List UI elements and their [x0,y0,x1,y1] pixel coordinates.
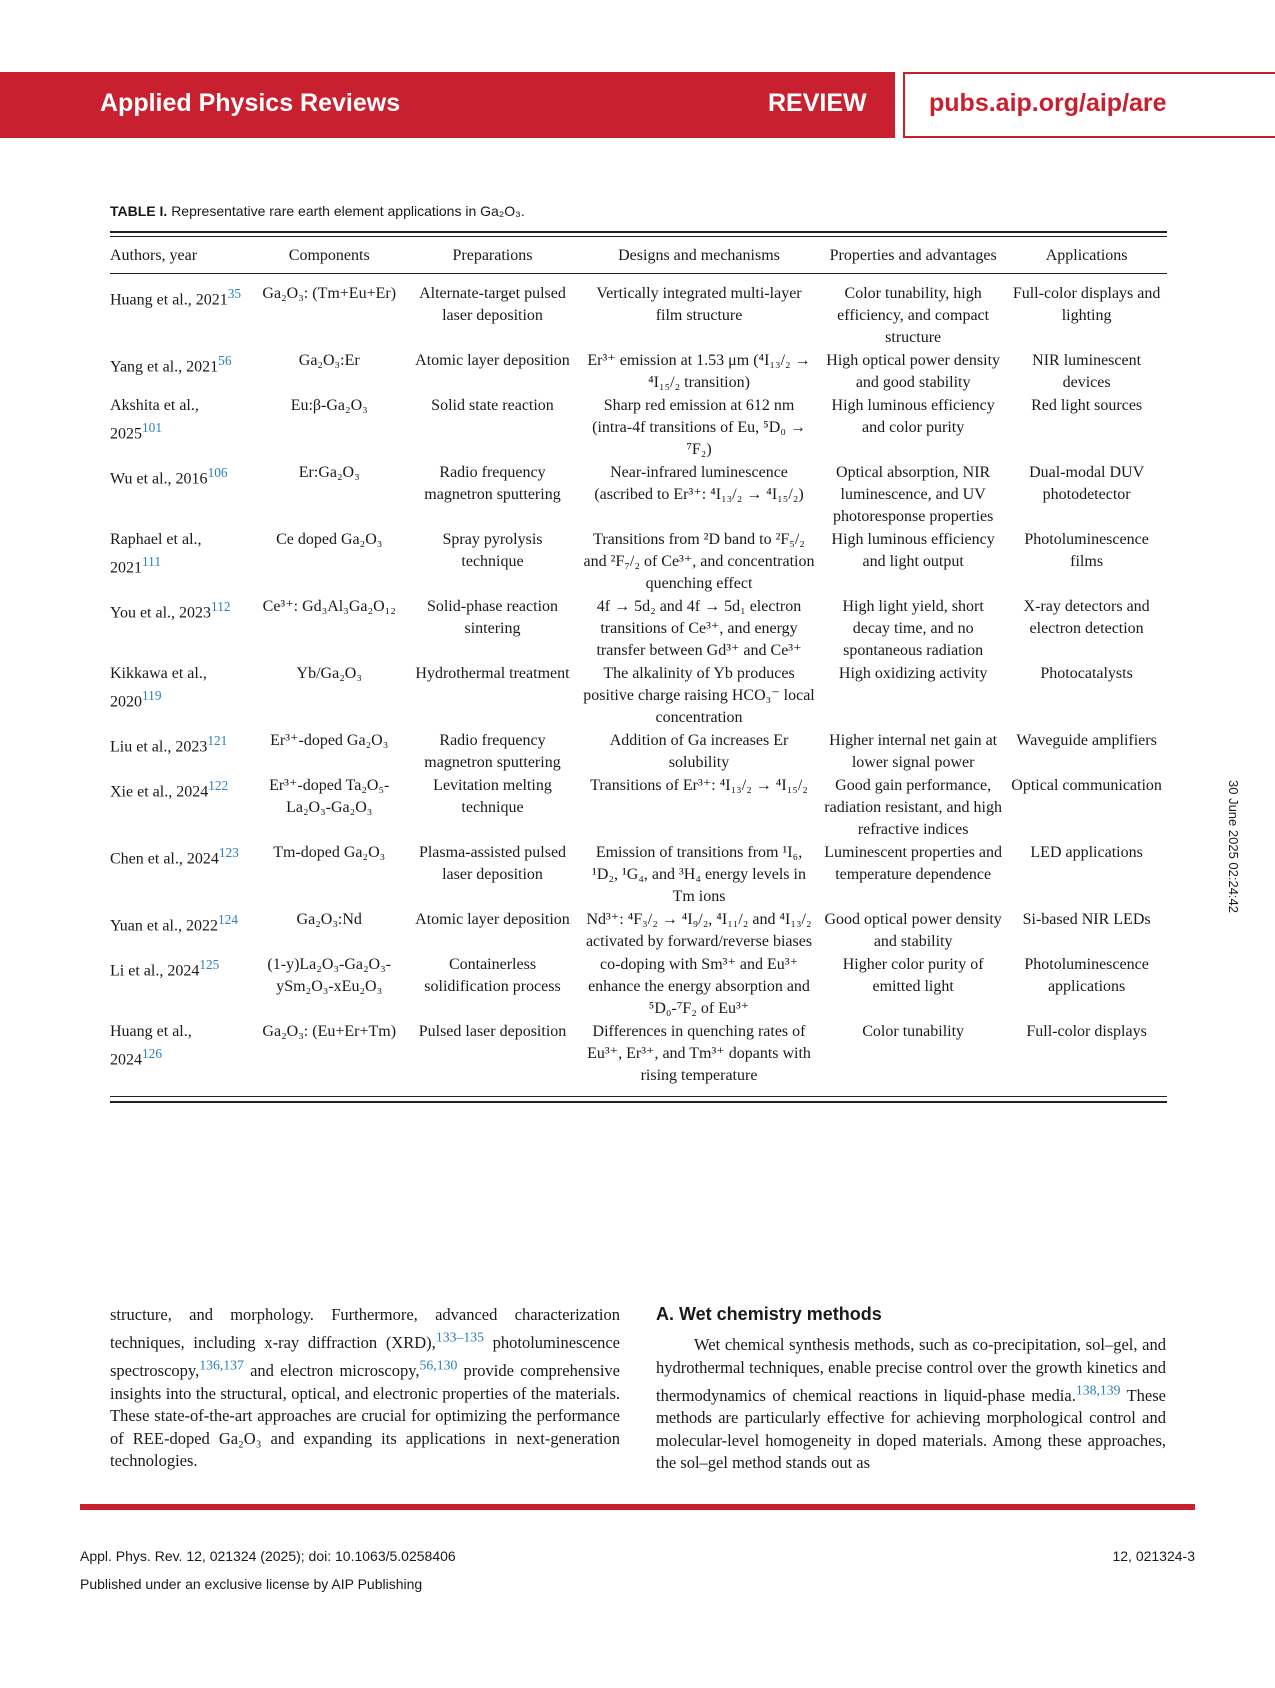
applications-cell [1006,1021,1167,1088]
properties-cell-text: Good optical power density and stability [824,911,1002,950]
author-cell [110,775,251,842]
reference-link[interactable]: 138,139 [1075,1382,1121,1397]
reference-link[interactable]: 121 [207,733,228,748]
journal-url-link[interactable]: pubs.aip.org/aip/are [929,89,1167,117]
reference-link[interactable]: 122 [208,778,229,793]
preparations-cell [407,842,578,909]
author-cell [110,730,251,775]
preparations-cell-text: Alternate-target pulsed laser deposition [419,285,566,324]
author-cell [110,596,251,663]
applications-cell [1006,775,1167,842]
properties-cell-text: Optical absorption, NIR luminescence, and UV photoresponse properties [832,464,994,525]
designs-cell-text: 4f → 5d₂ and 4f → 5d₁ electron transitions of Ce³⁺, and energy transfer between Gd³⁺ and Ce³⁺ [596,598,802,659]
author-cell-text: Kikkawa et al., 2020 [110,665,207,711]
applications-cell-text: Red light sources [1031,397,1143,414]
properties-cell-text: High luminous efficiency and light output [831,531,995,570]
preparations-cell-text: Atomic layer deposition [415,911,570,928]
reference-link[interactable]: 119 [142,688,162,703]
header-url-box [903,72,1275,138]
reference-link[interactable]: 136,137 [199,1357,244,1373]
components-cell-text: Ga₂O₃: (Tm+Eu+Er) [262,285,397,302]
table-bottom-rule-outer [110,1101,1167,1103]
table-row [110,775,1167,842]
properties-cell-text: Color tunability [862,1023,965,1040]
table-caption-text: Representative rare earth element applications in Ga₂O₃. [171,203,525,219]
components-cell [251,529,407,596]
column-header-properties: Properties and advantages [820,245,1006,274]
designs-cell-text: Emission of transitions from ¹I₆, ¹D₂, ¹G₄, and ³H₄ energy levels in Tm ions [592,844,806,905]
designs-cell-text: Nd³⁺: ⁴F₃/₂ → ⁴I₉/₂, ⁴I₁₁/₂ and ⁴I₁₃/₂ activated by forward/reverse biases [585,911,813,950]
properties-cell-text: Good gain performance, radiation resistant, and high refractive indices [824,777,1002,838]
components-cell [251,954,407,1021]
author-cell-text: Akshita et al., 2025 [110,397,199,443]
table-body [110,274,1167,1089]
properties-cell [820,529,1006,596]
designs-cell [578,909,820,954]
properties-cell-text: High oxidizing activity [838,665,988,682]
applications-cell-text: NIR luminescent devices [1032,352,1142,391]
designs-cell-text: co-doping with Sm³⁺ and Eu³⁺ enhance the energy absorption and ⁵D₀-⁷F₂ of Eu³⁺ [588,956,810,1017]
applications-cell [1006,596,1167,663]
components-cell [251,596,407,663]
components-cell [251,730,407,775]
applications-cell-text: Photoluminescence applications [1024,956,1149,995]
components-cell [251,395,407,462]
reference-link[interactable]: 133–135 [435,1329,484,1345]
author-cell-text: Li et al., 2024 [110,962,200,980]
author-cell-text: Huang et al., 2024 [110,1023,192,1069]
components-cell [251,775,407,842]
preparations-cell-text: Solid-phase reaction sintering [426,598,559,637]
designs-cell [578,1021,820,1088]
applications-cell-text: Optical communication [1011,777,1162,794]
section-heading: A. Wet chemistry methods [656,1304,882,1324]
reference-link[interactable]: 112 [211,599,231,614]
reference-link[interactable]: 125 [199,957,220,972]
preparations-cell [407,529,578,596]
components-cell [251,462,407,529]
preparations-cell-text: Plasma-assisted pulsed laser deposition [418,844,567,883]
designs-cell [578,596,820,663]
preparations-cell-text: Containerless solidification process [424,956,561,995]
properties-cell [820,350,1006,395]
preparations-cell [407,663,578,730]
designs-cell [578,663,820,730]
right-paragraph-text: Wet chemical synthesis methods, such as co-precipitation, sol–gel, and hydrothermal techniques, enable precise control over the growth kinetics and thermodynamics of chemical reactions in liquid-phase media.$^{138,139}$ These methods are particularly effective for achieving morphological control and molecular-level homogeneity in doped materials. Among these approaches, the sol–gel method stands out as [656,1335,1166,1472]
designs-cell [578,775,820,842]
author-cell [110,274,251,351]
footer-license: Published under an exclusive license by AIP Publishing [80,1576,423,1592]
reference-link[interactable]: 106 [207,465,228,480]
components-cell-text: Ga₂O₃:Er [298,352,360,369]
header-red-bar [0,72,895,138]
components-cell-text: Ga₂O₃: (Eu+Er+Tm) [262,1023,397,1040]
applications-cell [1006,274,1167,351]
author-cell-text: Raphael et al., 2021 [110,531,202,577]
table-row [110,529,1167,596]
author-cell [110,663,251,730]
table-row [110,596,1167,663]
components-cell-text: Tm-doped Ga₂O₃ [273,844,386,861]
applications-cell-text: Photoluminescence films [1024,531,1149,570]
components-cell-text: Ce³⁺: Gd₃Al₃Ga₂O₁₂ [262,598,396,615]
components-cell-text: (1-y)La₂O₃-Ga₂O₃-ySm₂O₃-xEu₂O₃ [267,956,392,995]
properties-cell-text: Higher internal net gain at lower signal power [829,732,998,771]
table-row [110,350,1167,395]
reference-link[interactable]: 101 [142,420,162,435]
author-cell [110,462,251,529]
components-cell [251,274,407,351]
properties-cell [820,954,1006,1021]
reference-link[interactable]: 123 [218,845,239,860]
preparations-cell-text: Spray pyrolysis technique [442,531,543,570]
applications-cell-text: Waveguide amplifiers [1016,732,1157,749]
table-row [110,274,1167,351]
author-cell-text: Wu et al., 2016 [110,470,208,488]
properties-cell [820,909,1006,954]
components-cell-text: Ce doped Ga₂O₃ [276,531,383,548]
journal-header [0,72,1275,138]
properties-cell [820,1021,1006,1088]
reference-link[interactable]: 35 [227,286,242,301]
properties-cell [820,462,1006,529]
designs-cell [578,395,820,462]
components-cell-text: Eu:β-Ga₂O₃ [290,397,368,414]
footer-red-rule [80,1504,1195,1510]
preparations-cell-text: Pulsed laser deposition [418,1023,567,1040]
components-cell [251,1021,407,1088]
author-cell [110,350,251,395]
author-cell [110,954,251,1021]
preparations-cell [407,395,578,462]
applications-cell-text: Photocatalysts [1040,665,1133,682]
table-row [110,663,1167,730]
applications-cell [1006,350,1167,395]
footer-citation: Appl. Phys. Rev. 12, 021324 (2025); doi: 10.1063/5.0258406 [80,1548,456,1564]
designs-cell [578,730,820,775]
designs-cell-text: Addition of Ga increases Er solubility [609,732,789,771]
download-timestamp: 30 June 2025 02:24:42 [1226,780,1241,914]
applications-cell-text: Si-based NIR LEDs [1022,911,1151,928]
journal-title: Applied Physics Reviews [100,89,401,117]
preparations-cell [407,1021,578,1088]
author-cell [110,395,251,462]
table-bottom-rule [110,1096,1167,1097]
table-row [110,909,1167,954]
designs-cell [578,954,820,1021]
left-paragraph-text: structure, and morphology. Furthermore, advanced characterization techniques, including x-ray diffraction (XRD),$^{133-135}$ photoluminescence spectroscopy,$^{136,137}$ and electron microscopy,$^{56,130}$ provide comprehensive insights into the structural, optical, and electronic properties of the materials. These state-of-the-art approaches are crucial for optimizing the performance of REE-doped Ga₂O₃ and expanding its applications in next-generation technologies. [110,1305,620,1470]
column-header-authors: Authors, year [110,245,251,274]
components-cell [251,663,407,730]
reference-link[interactable]: 124 [217,912,238,927]
components-cell [251,350,407,395]
preparations-cell [407,730,578,775]
properties-cell-text: High optical power density and good stability [826,352,1001,391]
table-row [110,1021,1167,1088]
properties-cell-text: Color tunability, high efficiency, and compact structure [837,285,990,346]
applications-cell [1006,730,1167,775]
designs-cell-text: Er³⁺ emission at 1.53 μm (⁴I₁₃/₂ → ⁴I₁₅/₂ transition) [587,352,811,391]
components-cell-text: Er³⁺-doped Ga₂O₃ [270,732,389,749]
reference-link[interactable]: 111 [142,554,162,569]
table-caption [110,203,525,219]
reference-link[interactable]: 56 [218,353,232,368]
right-column-paragraph [656,1334,1166,1475]
table-row [110,395,1167,462]
designs-cell-text: Differences in quenching rates of Eu³⁺, Er³⁺, and Tm³⁺ dopants with rising temperature [587,1023,811,1084]
properties-cell [820,730,1006,775]
applications-cell [1006,462,1167,529]
table-caption-label: TABLE I. [110,203,168,219]
components-cell [251,909,407,954]
author-cell [110,529,251,596]
designs-cell-text: Near-infrared luminescence (ascribed to Er³⁺: ⁴I₁₃/₂ → ⁴I₁₅/₂) [594,464,804,503]
reference-link[interactable]: 126 [142,1046,162,1061]
designs-cell [578,462,820,529]
column-header-applications: Applications [1006,245,1167,274]
properties-cell [820,596,1006,663]
author-cell [110,909,251,954]
page-number: 12, 021324-3 [1112,1548,1195,1564]
preparations-cell [407,596,578,663]
table-row [110,462,1167,529]
table-header-row [110,245,1167,274]
rare-earth-applications-table [110,245,1167,1088]
designs-cell [578,842,820,909]
components-cell-text: Er³⁺-doped Ta₂O₅-La₂O₃-Ga₂O₃ [269,777,390,816]
applications-cell [1006,395,1167,462]
preparations-cell-text: Radio frequency magnetron sputtering [424,732,561,771]
author-cell-text: Yang et al., 2021 [110,358,219,376]
preparations-cell-text: Radio frequency magnetron sputtering [424,464,561,503]
preparations-cell [407,350,578,395]
designs-cell-text: Sharp red emission at 612 nm (intra-4f transitions of Eu, ⁵D₀ → ⁷F₂) [592,397,806,458]
applications-cell [1006,529,1167,596]
designs-cell-text: The alkalinity of Yb produces positive charge raising HCO₃⁻ local concentration [583,665,815,726]
properties-cell-text: Higher color purity of emitted light [842,956,984,995]
preparations-cell [407,954,578,1021]
designs-cell [578,529,820,596]
applications-cell-text: Full-color displays and lighting [1012,285,1161,324]
author-cell [110,842,251,909]
table-row [110,954,1167,1021]
designs-cell-text: Vertically integrated multi-layer film structure [596,285,802,324]
author-cell-text: Chen et al., 2024 [110,850,219,868]
designs-cell-text: Transitions from ²D band to ²F₅/₂ and ²F₇/₂ of Ce³⁺, and concentration quenching effect [583,531,815,592]
author-cell-text: Liu et al., 2023 [110,738,208,756]
preparations-cell-text: Levitation melting technique [433,777,552,816]
table-top-rule [110,231,1167,233]
table-top-rule-inner [110,236,1167,237]
applications-cell [1006,909,1167,954]
properties-cell-text: High luminous efficiency and color purity [831,397,995,436]
applications-cell-text: Full-color displays [1026,1023,1147,1040]
reference-link[interactable]: 56,130 [419,1357,458,1373]
properties-cell-text: High light yield, short decay time, and no spontaneous radiation [842,598,984,659]
designs-cell [578,350,820,395]
preparations-cell [407,909,578,954]
author-cell-text: Yuan et al., 2022 [110,917,218,935]
section-label: REVIEW [768,89,867,117]
applications-cell [1006,842,1167,909]
table-row [110,730,1167,775]
properties-cell [820,395,1006,462]
applications-cell-text: LED applications [1030,844,1143,861]
properties-cell-text: Luminescent properties and temperature dependence [824,844,1002,883]
column-header-designs: Designs and mechanisms [578,245,820,274]
preparations-cell-text: Atomic layer deposition [415,352,570,369]
column-header-components: Components [251,245,407,274]
preparations-cell [407,274,578,351]
properties-cell [820,842,1006,909]
preparations-cell [407,775,578,842]
left-column-paragraph [110,1304,620,1473]
properties-cell [820,663,1006,730]
table-row [110,842,1167,909]
author-cell-text: You et al., 2023 [110,604,212,622]
author-cell-text: Huang et al., 2021 [110,291,228,309]
properties-cell [820,775,1006,842]
designs-cell [578,274,820,351]
components-cell-text: Ga₂O₃:Nd [296,911,362,928]
applications-cell-text: Dual-modal DUV photodetector [1029,464,1145,503]
author-cell [110,1021,251,1088]
preparations-cell [407,462,578,529]
components-cell-text: Yb/Ga₂O₃ [296,665,362,682]
author-cell-text: Xie et al., 2024 [110,783,209,801]
applications-cell [1006,954,1167,1021]
components-cell-text: Er:Ga₂O₃ [298,464,360,481]
column-header-preparations: Preparations [407,245,578,274]
properties-cell [820,274,1006,351]
preparations-cell-text: Solid state reaction [431,397,554,414]
applications-cell [1006,663,1167,730]
applications-cell-text: X-ray detectors and electron detection [1023,598,1150,637]
designs-cell-text: Transitions of Er³⁺: ⁴I₁₃/₂ → ⁴I₁₅/₂ [590,777,808,794]
components-cell [251,842,407,909]
preparations-cell-text: Hydrothermal treatment [415,665,570,682]
